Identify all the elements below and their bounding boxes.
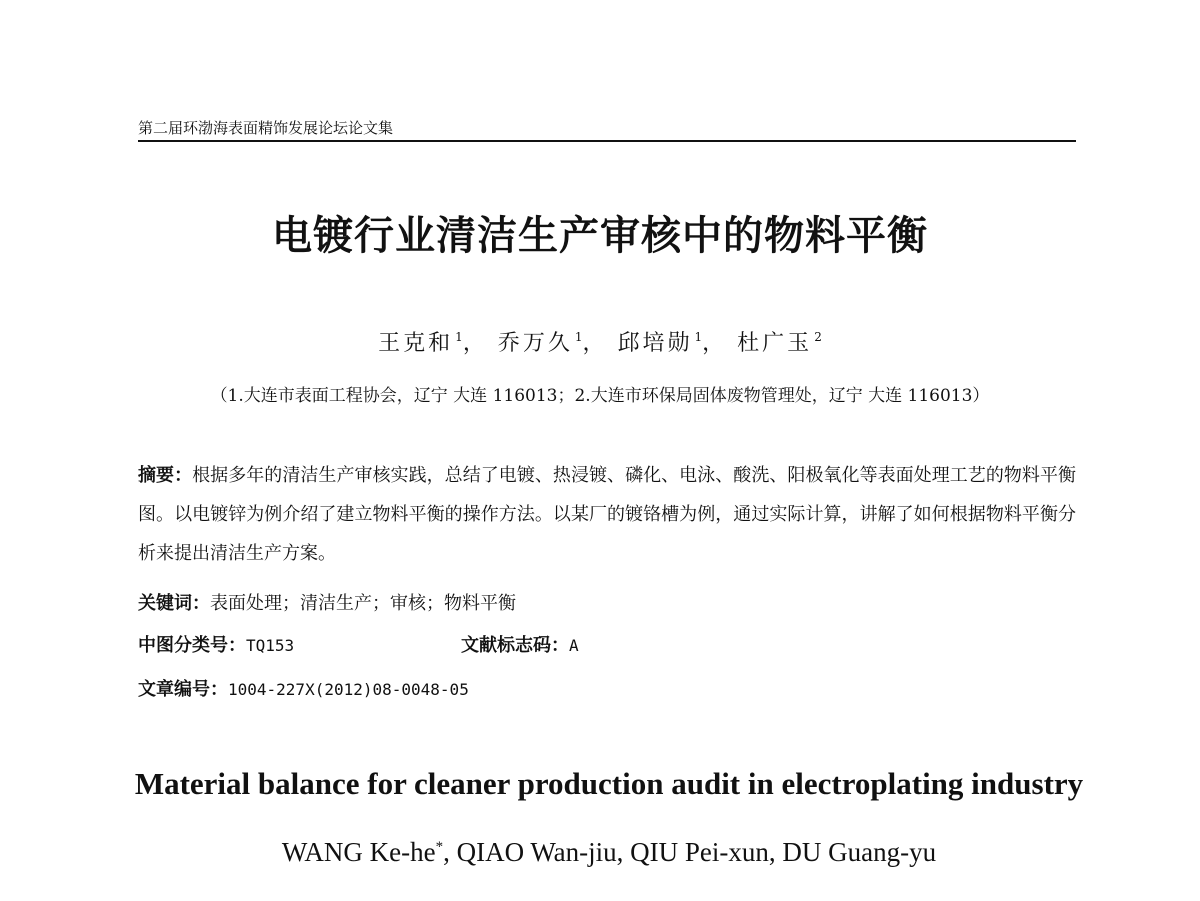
author-rest-en: , QIAO Wan-jiu, QIU Pei-xun, DU Guang-yu bbox=[443, 837, 937, 867]
classification bbox=[138, 634, 294, 658]
author-list-cn bbox=[0, 322, 1200, 359]
abstract-label: 摘要： bbox=[138, 465, 193, 486]
document-code-label: 文献标志码： bbox=[461, 635, 569, 656]
article-number-label: 文章编号： bbox=[138, 679, 228, 700]
document-code-value: A bbox=[569, 636, 579, 655]
author-name: 乔万久 bbox=[497, 331, 573, 356]
affiliation-mark: 1 bbox=[694, 330, 703, 344]
keywords-label: 关键词： bbox=[138, 593, 210, 614]
abstract bbox=[138, 456, 1076, 573]
keywords-value: 表面处理；清洁生产；审核；物料平衡 bbox=[210, 593, 516, 614]
author-list-en bbox=[0, 830, 1200, 869]
paper-title-en: Material balance for cleaner production audit in electroplating industry bbox=[134, 766, 1084, 801]
corresponding-mark: * bbox=[435, 839, 444, 855]
affiliation-mark: 1 bbox=[574, 330, 583, 344]
affiliation-mark: 1 bbox=[455, 330, 463, 344]
affiliation-mark: 2 bbox=[814, 330, 822, 344]
keywords bbox=[138, 592, 516, 616]
author-name: 杜广玉 bbox=[737, 331, 813, 356]
affiliation-cn: （1.大连市表面工程协会，辽宁 大连 116013；2.大连市环保局固体废物管理处，辽宁 大连 116013） bbox=[210, 386, 990, 406]
paper-title-cn: 电镀行业清洁生产审核中的物料平衡 bbox=[272, 213, 928, 259]
author-name: 邱培勋 bbox=[617, 331, 693, 356]
abstract-text: 根据多年的清洁生产审核实践，总结了电镀、热浸镀、磷化、电泳、酸洗、阳极氧化等表面处理工艺的物料平衡图。以电镀锌为例介绍了建立物料平衡的操作方法。以某厂的镀铬槽为例，通过实际计算，讲解了如何根据物料平衡分析来提出清洁生产方案。 bbox=[138, 465, 1077, 564]
author-separator: ， bbox=[582, 331, 608, 356]
author-separator: ， bbox=[702, 331, 728, 356]
author-name: 王克和 bbox=[378, 331, 454, 356]
article-number bbox=[138, 678, 469, 702]
classification-label: 中图分类号： bbox=[138, 635, 246, 656]
author-first-en: WANG Ke-he bbox=[281, 837, 436, 867]
running-header: 第二届环渤海表面精饰发展论坛论文集 bbox=[138, 118, 1076, 142]
document-code bbox=[461, 634, 579, 658]
author-separator: ， bbox=[462, 331, 488, 356]
article-number-value: 1004-227X(2012)08-0048-05 bbox=[228, 680, 469, 699]
classification-value: TQ153 bbox=[246, 636, 295, 655]
